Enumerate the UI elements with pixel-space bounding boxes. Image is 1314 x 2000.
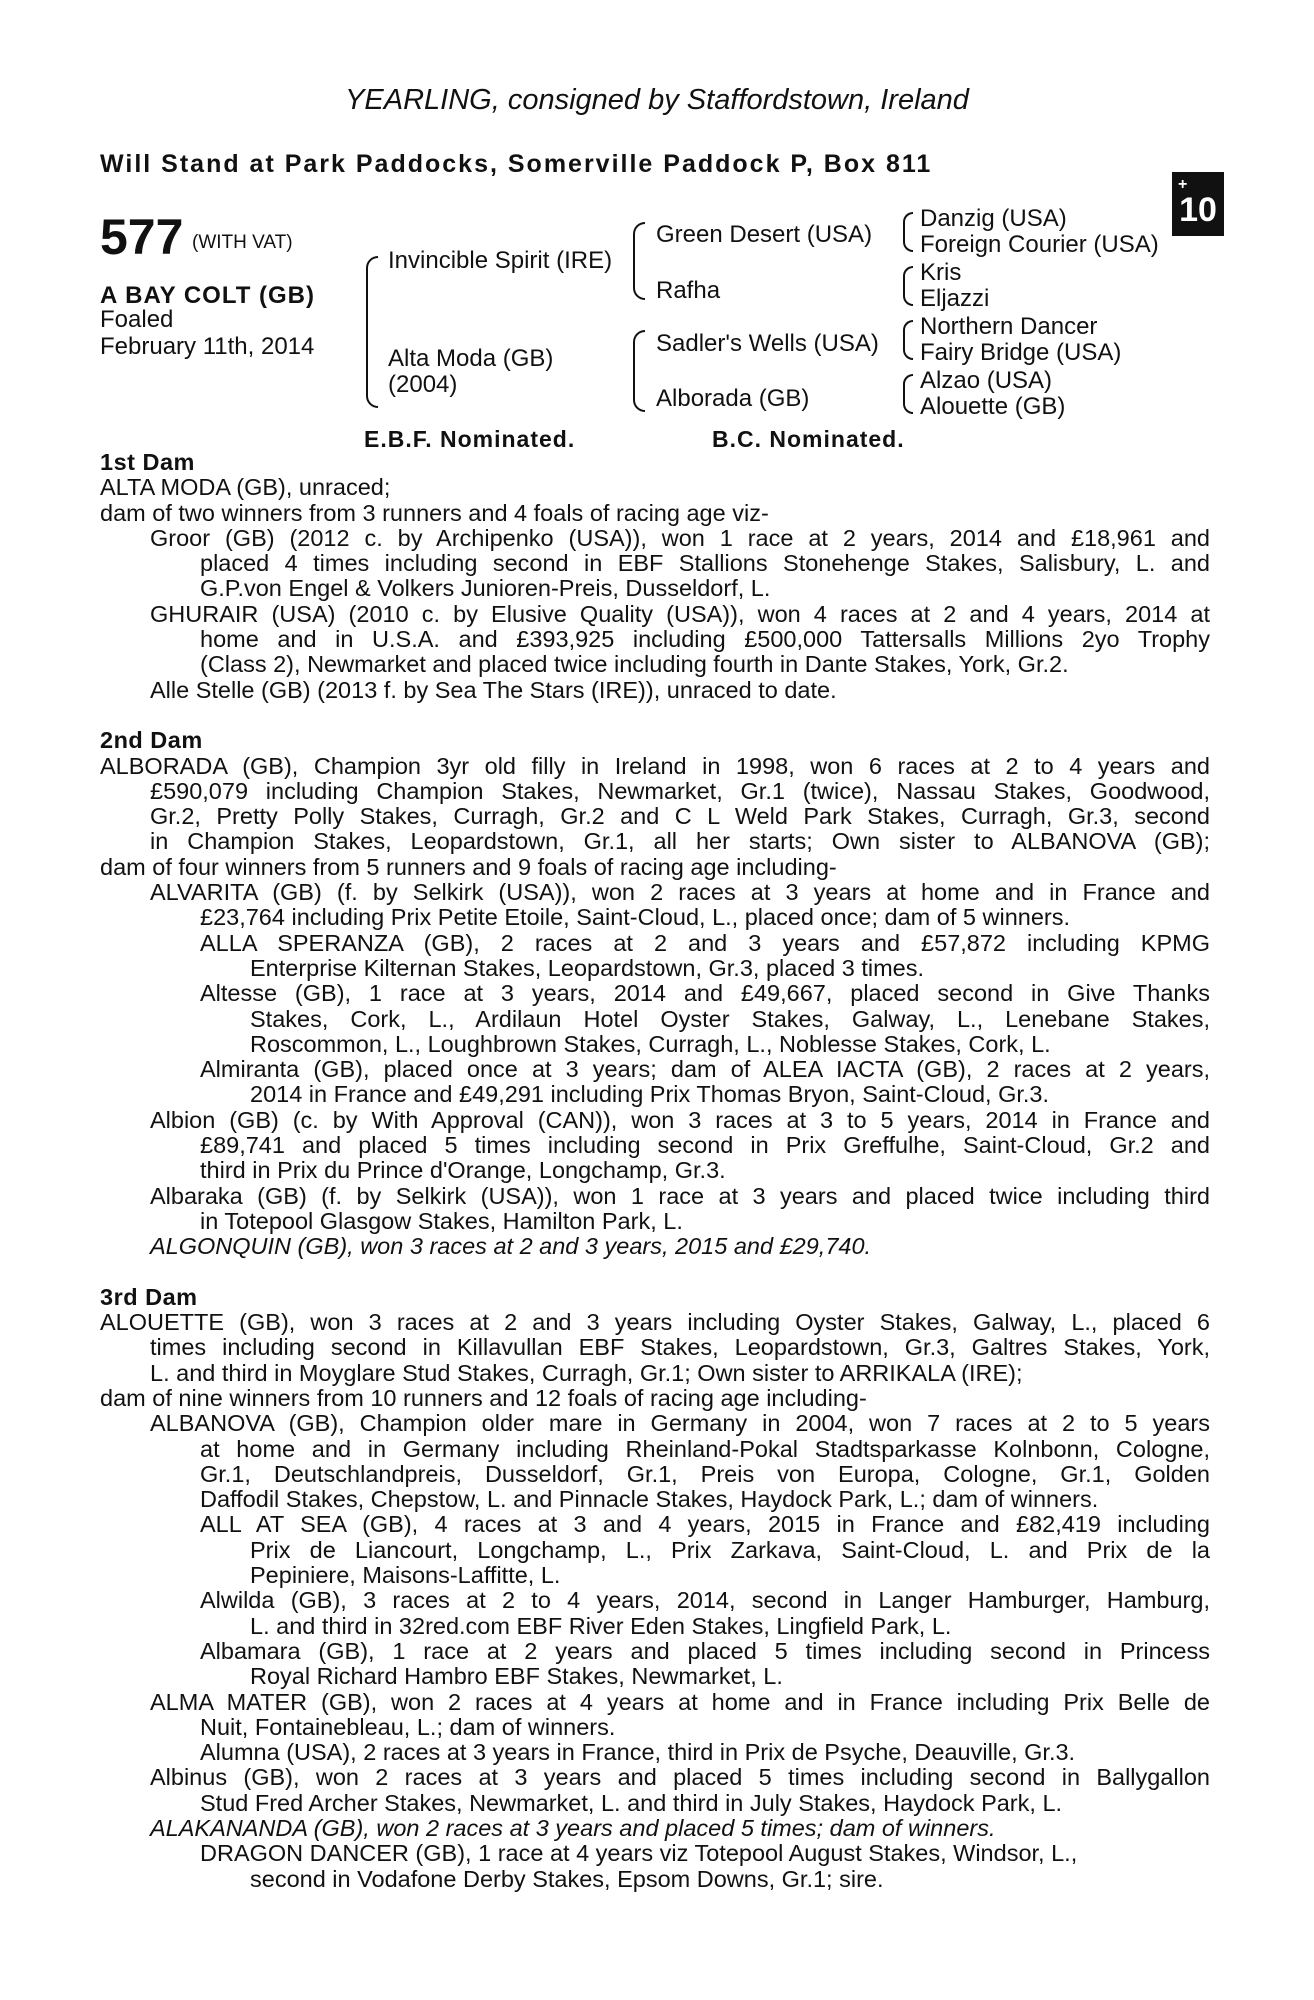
first-dam-line: ALTA MODA (GB), unraced; bbox=[100, 474, 391, 501]
sire-dam-brace bbox=[366, 256, 378, 408]
pedigree-sire: Invincible Spirit (IRE) bbox=[388, 247, 613, 274]
brace-gen3-3 bbox=[903, 320, 913, 360]
third-dam-line: ALBANOVA (GB), Champion older mare in Germany in 2004, won 7 races at 2 to 5 years bbox=[150, 1411, 1210, 1437]
pedigree-gen3-7: Alzao (USA) bbox=[920, 367, 1053, 394]
sale-header: YEARLING, consigned by Staffordstown, Ireland bbox=[345, 84, 969, 116]
third-dam-line: Albamara (GB), 1 race at 2 years and placed 5 times including second in Princess bbox=[200, 1638, 1210, 1664]
badge-plus: + bbox=[1178, 176, 1188, 193]
third-dam-line: Pepiniere, Maisons-Laffitte, L. bbox=[250, 1562, 561, 1589]
pedigree-gen3-6: Fairy Bridge (USA) bbox=[920, 339, 1122, 366]
ebf-nominated: E.B.F. Nominated. bbox=[364, 426, 576, 452]
third-dam-line: Royal Richard Hambro EBF Stakes, Newmarket, L. bbox=[250, 1663, 783, 1690]
second-dam-line: £590,079 including Champion Stakes, Newmarket, Gr.1 (twice), Nassau Stakes, Goodwood, bbox=[150, 778, 1210, 804]
pedigree-dam-year: (2004) bbox=[388, 371, 458, 398]
second-dam-line: Roscommon, L., Loughbrown Stakes, Curragh, L., Noblesse Stakes, Cork, L. bbox=[250, 1030, 1051, 1057]
section-first-dam: 1st Dam bbox=[100, 449, 195, 475]
third-dam-line: ALMA MATER (GB), won 2 races at 4 years at home and in France including Prix Belle de bbox=[150, 1689, 1210, 1715]
first-dam-line: Groor (GB) (2012 c. by Archipenko (USA)), won 1 race at 2 years, 2014 and £18,961 and bbox=[150, 525, 1210, 551]
third-dam-line: Gr.1, Deutschlandpreis, Dusseldorf, Gr.1, Preis von Europa, Cologne, Gr.1, Golden bbox=[200, 1461, 1210, 1487]
pedigree-gen3-2: Foreign Courier (USA) bbox=[920, 231, 1159, 258]
third-dam-line: Albinus (GB), won 2 races at 3 years and placed 5 times including second in Ballygallon bbox=[150, 1765, 1210, 1791]
pedigree-gen3-8: Alouette (GB) bbox=[920, 393, 1066, 420]
brace-gen3-2 bbox=[903, 266, 913, 306]
second-dam-line: Stakes, Cork, L., Ardilaun Hotel Oyster Stakes, Galway, L., Lenebane Stakes, bbox=[250, 1006, 1210, 1032]
section-second-dam: 2nd Dam bbox=[100, 727, 203, 754]
third-dam-line: Alwilda (GB), 3 races at 2 to 4 years, 2014, second in Langer Hamburger, Hamburg, bbox=[200, 1588, 1210, 1614]
pedigree-dam-sire: Sadler's Wells (USA) bbox=[656, 330, 879, 357]
pedigree-dam-dam: Alborada (GB) bbox=[656, 385, 810, 412]
second-dam-line: Gr.2, Pretty Polly Stakes, Curragh, Gr.2 and C L Weld Park Stakes, Curragh, Gr.3, second bbox=[150, 804, 1210, 830]
third-dam-line: Alumna (USA), 2 races at 3 years in France, third in Prix de Psyche, Deauville, Gr.3. bbox=[200, 1739, 1076, 1766]
first-dam-line: (Class 2), Newmarket and placed twice including fourth in Dante Stakes, York, Gr.2. bbox=[200, 651, 1069, 678]
second-dam-line: dam of four winners from 5 runners and 9 foals of racing age including- bbox=[100, 853, 837, 880]
third-dam-line: L. and third in Moyglare Stud Stakes, Curragh, Gr.1; Own sister to ARRIKALA (IRE); bbox=[150, 1359, 1023, 1386]
foaled-date: February 11th, 2014 bbox=[100, 333, 315, 360]
pedigree-dam: Alta Moda (GB) bbox=[388, 345, 554, 372]
third-dam-line: ALL AT SEA (GB), 4 races at 3 and 4 years, 2015 in France and £82,419 including bbox=[200, 1512, 1210, 1538]
second-dam-line: in Champion Stakes, Leopardstown, Gr.1, all her starts; Own sister to ALBANOVA (GB); bbox=[150, 829, 1210, 855]
foaled-label: Foaled bbox=[100, 306, 174, 333]
second-dam-line: Albion (GB) (c. by With Approval (CAN)), won 3 races at 3 to 5 years, 2014 in France and bbox=[150, 1107, 1210, 1133]
pedigree-gen3-1: Danzig (USA) bbox=[920, 205, 1067, 232]
first-dam-line: GHURAIR (USA) (2010 c. by Elusive Quality (USA)), won 4 races at 2 and 4 years, 2014 at bbox=[150, 601, 1210, 627]
third-dam-line: DRAGON DANCER (GB), 1 race at 4 years viz Totepool August Stakes, Windsor, L., bbox=[200, 1840, 1078, 1867]
second-dam-line: £89,741 and placed 5 times including second in Prix Greffulhe, Saint-Cloud, Gr.2 and bbox=[200, 1133, 1210, 1159]
third-dam-line: Prix de Liancourt, Longchamp, L., Prix Zarkava, Saint-Cloud, L. and Prix de la bbox=[250, 1537, 1210, 1563]
second-dam-line: £23,764 including Prix Petite Etoile, Saint-Cloud, L., placed once; dam of 5 winners. bbox=[200, 904, 1071, 931]
first-dam-line: G.P.von Engel & Volkers Junioren-Preis, Dusseldorf, L. bbox=[200, 575, 771, 602]
dam-line-brace bbox=[633, 330, 645, 412]
brace-gen3-1 bbox=[903, 212, 913, 252]
third-dam-line: Stud Fred Archer Stakes, Newmarket, L. and third in July Stakes, Haydock Park, L. bbox=[200, 1789, 1063, 1816]
lot-description: A BAY COLT (GB) bbox=[100, 282, 316, 309]
second-dam-line: ALBORADA (GB), Champion 3yr old filly in Ireland in 1998, won 6 races at 2 to 4 years and bbox=[100, 753, 1210, 779]
bc-nominated: B.C. Nominated. bbox=[712, 426, 905, 452]
first-dam-line: dam of two winners from 3 runners and 4 foals of racing age viz- bbox=[100, 499, 769, 526]
third-dam-line: second in Vodafone Derby Stakes, Epsom Downs, Gr.1; sire. bbox=[250, 1865, 884, 1892]
brace-gen3-4 bbox=[903, 374, 913, 414]
third-dam-line: Daffodil Stakes, Chepstow, L. and Pinnacle Stakes, Haydock Park, L.; dam of winners. bbox=[200, 1486, 1099, 1513]
second-dam-line: Altesse (GB), 1 race at 3 years, 2014 and £49,667, placed second in Give Thanks bbox=[200, 981, 1210, 1007]
sire-line-brace bbox=[633, 222, 645, 300]
pedigree-gen3-3: Kris bbox=[920, 259, 962, 286]
second-dam-line: third in Prix du Prince d'Orange, Longchamp, Gr.3. bbox=[200, 1157, 726, 1184]
third-dam-line: times including second in Killavullan EBF Stakes, Leopardstown, Gr.3, Galtres Stakes, York, bbox=[150, 1335, 1210, 1361]
second-dam-line: ALVARITA (GB) (f. by Selkirk (USA)), won 2 races at 3 years at home and in France and bbox=[150, 880, 1210, 906]
vat-note: (WITH VAT) bbox=[192, 232, 293, 253]
third-dam-line: L. and third in 32red.com EBF River Eden Stakes, Lingfield Park, L. bbox=[250, 1612, 952, 1639]
first-dam-line: Alle Stelle (GB) (2013 f. by Sea The Stars (IRE)), unraced to date. bbox=[150, 676, 837, 703]
third-dam-line: ALOUETTE (GB), won 3 races at 2 and 3 years including Oyster Stakes, Galway, L., placed 6 bbox=[100, 1310, 1210, 1336]
second-dam-line: 2014 in France and £49,291 including Prix Thomas Bryon, Saint-Cloud, Gr.3. bbox=[250, 1081, 1050, 1108]
second-dam-line: ALGONQUIN (GB), won 3 races at 2 and 3 years, 2015 and £29,740. bbox=[150, 1233, 872, 1260]
third-dam-line: Nuit, Fontainebleau, L.; dam of winners. bbox=[200, 1713, 616, 1740]
second-dam-line: Almiranta (GB), placed once at 3 years; dam of ALEA IACTA (GB), 2 races at 2 years, bbox=[200, 1057, 1210, 1083]
third-dam-line: at home and in Germany including Rheinland-Pokal Stadtsparkasse Kolnbonn, Cologne, bbox=[200, 1436, 1210, 1462]
pedigree-sire-sire: Green Desert (USA) bbox=[656, 221, 873, 248]
third-dam-line: dam of nine winners from 10 runners and 12 foals of racing age including- bbox=[100, 1384, 867, 1411]
second-dam-line: in Totepool Glasgow Stakes, Hamilton Park, L. bbox=[200, 1207, 683, 1234]
first-dam-line: placed 4 times including second in EBF Stallions Stonehenge Stakes, Salisbury, L. and bbox=[200, 551, 1210, 577]
lot-number: 577 bbox=[100, 209, 184, 265]
first-dam-line: home and in U.S.A. and £393,925 including £500,000 Tattersalls Millions 2yo Trophy bbox=[200, 627, 1210, 653]
second-dam-line: Enterprise Kilternan Stakes, Leopardstown, Gr.3, placed 3 times. bbox=[250, 954, 925, 981]
section-third-dam: 3rd Dam bbox=[100, 1283, 198, 1310]
second-dam-line: ALLA SPERANZA (GB), 2 races at 2 and 3 years and £57,872 including KPMG bbox=[200, 930, 1210, 956]
second-dam-line: Albaraka (GB) (f. by Selkirk (USA)), won 1 race at 3 years and placed twice including third bbox=[150, 1183, 1210, 1209]
stand-location: Will Stand at Park Paddocks, Somerville Paddock P, Box 811 bbox=[100, 150, 933, 178]
lot-badge bbox=[1172, 172, 1224, 236]
pedigree-sire-dam: Rafha bbox=[656, 277, 721, 304]
third-dam-line: ALAKANANDA (GB), won 2 races at 3 years and placed 5 times; dam of winners. bbox=[150, 1815, 996, 1842]
badge-number: 10 bbox=[1179, 191, 1217, 229]
pedigree-gen3-5: Northern Dancer bbox=[920, 313, 1098, 340]
pedigree-gen3-4: Eljazzi bbox=[920, 285, 990, 312]
pedigree-body bbox=[100, 450, 1210, 1892]
